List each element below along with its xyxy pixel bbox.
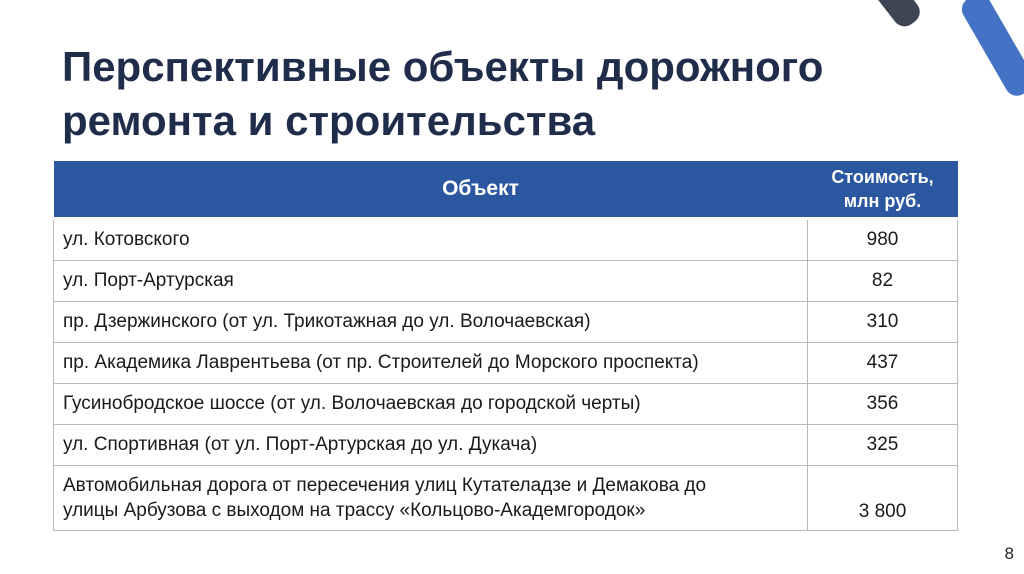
decorative-blue-stripe bbox=[958, 0, 1024, 100]
header-cost bbox=[808, 161, 958, 219]
cost-cell: 356 bbox=[808, 384, 958, 425]
table-row bbox=[54, 466, 958, 531]
header-object: Объект bbox=[54, 161, 808, 219]
cost-cell: 325 bbox=[808, 425, 958, 466]
table-row bbox=[54, 343, 958, 384]
object-cell: ул. Спортивная (от ул. Порт-Артурская до ул. Дукача) bbox=[54, 425, 808, 466]
title-line-2: ремонта и строительства bbox=[62, 97, 596, 144]
object-cell-line-2: улицы Арбузова с выходом на трассу «Кольцово-Академгородок» bbox=[63, 500, 646, 521]
page-number: 8 bbox=[1004, 544, 1014, 563]
cost-cell: 3 800 bbox=[808, 466, 958, 531]
road-objects-table bbox=[53, 161, 958, 531]
object-cell: пр. Академика Лаврентьева (от пр. Строителей до Морского проспекта) bbox=[54, 343, 808, 384]
object-cell: ул. Котовского bbox=[54, 219, 808, 261]
table-row bbox=[54, 261, 958, 302]
table-row bbox=[54, 219, 958, 261]
object-cell: ул. Порт-Артурская bbox=[54, 261, 808, 302]
title-line-1: Перспективные объекты дорожного bbox=[62, 43, 824, 90]
object-cell bbox=[54, 466, 808, 531]
cost-cell: 980 bbox=[808, 219, 958, 261]
table-row bbox=[54, 425, 958, 466]
object-cell-line-1: Автомобильная дорога от пересечения улиц Кутателадзе и Демакова до bbox=[63, 475, 707, 496]
object-cell: пр. Дзержинского (от ул. Трикотажная до ул. Волочаевская) bbox=[54, 302, 808, 343]
cost-cell: 437 bbox=[808, 343, 958, 384]
header-cost-line-1: Стоимость, bbox=[831, 167, 934, 187]
table-row bbox=[54, 384, 958, 425]
decorative-dark-stripe bbox=[859, 0, 924, 31]
slide-title bbox=[62, 40, 922, 148]
object-cell: Гусинобродское шоссе (от ул. Волочаевская до городской черты) bbox=[54, 384, 808, 425]
header-cost-line-2: млн руб. bbox=[843, 191, 922, 211]
cost-cell: 82 bbox=[808, 261, 958, 302]
table-header-row bbox=[54, 161, 958, 219]
cost-cell: 310 bbox=[808, 302, 958, 343]
table-row bbox=[54, 302, 958, 343]
